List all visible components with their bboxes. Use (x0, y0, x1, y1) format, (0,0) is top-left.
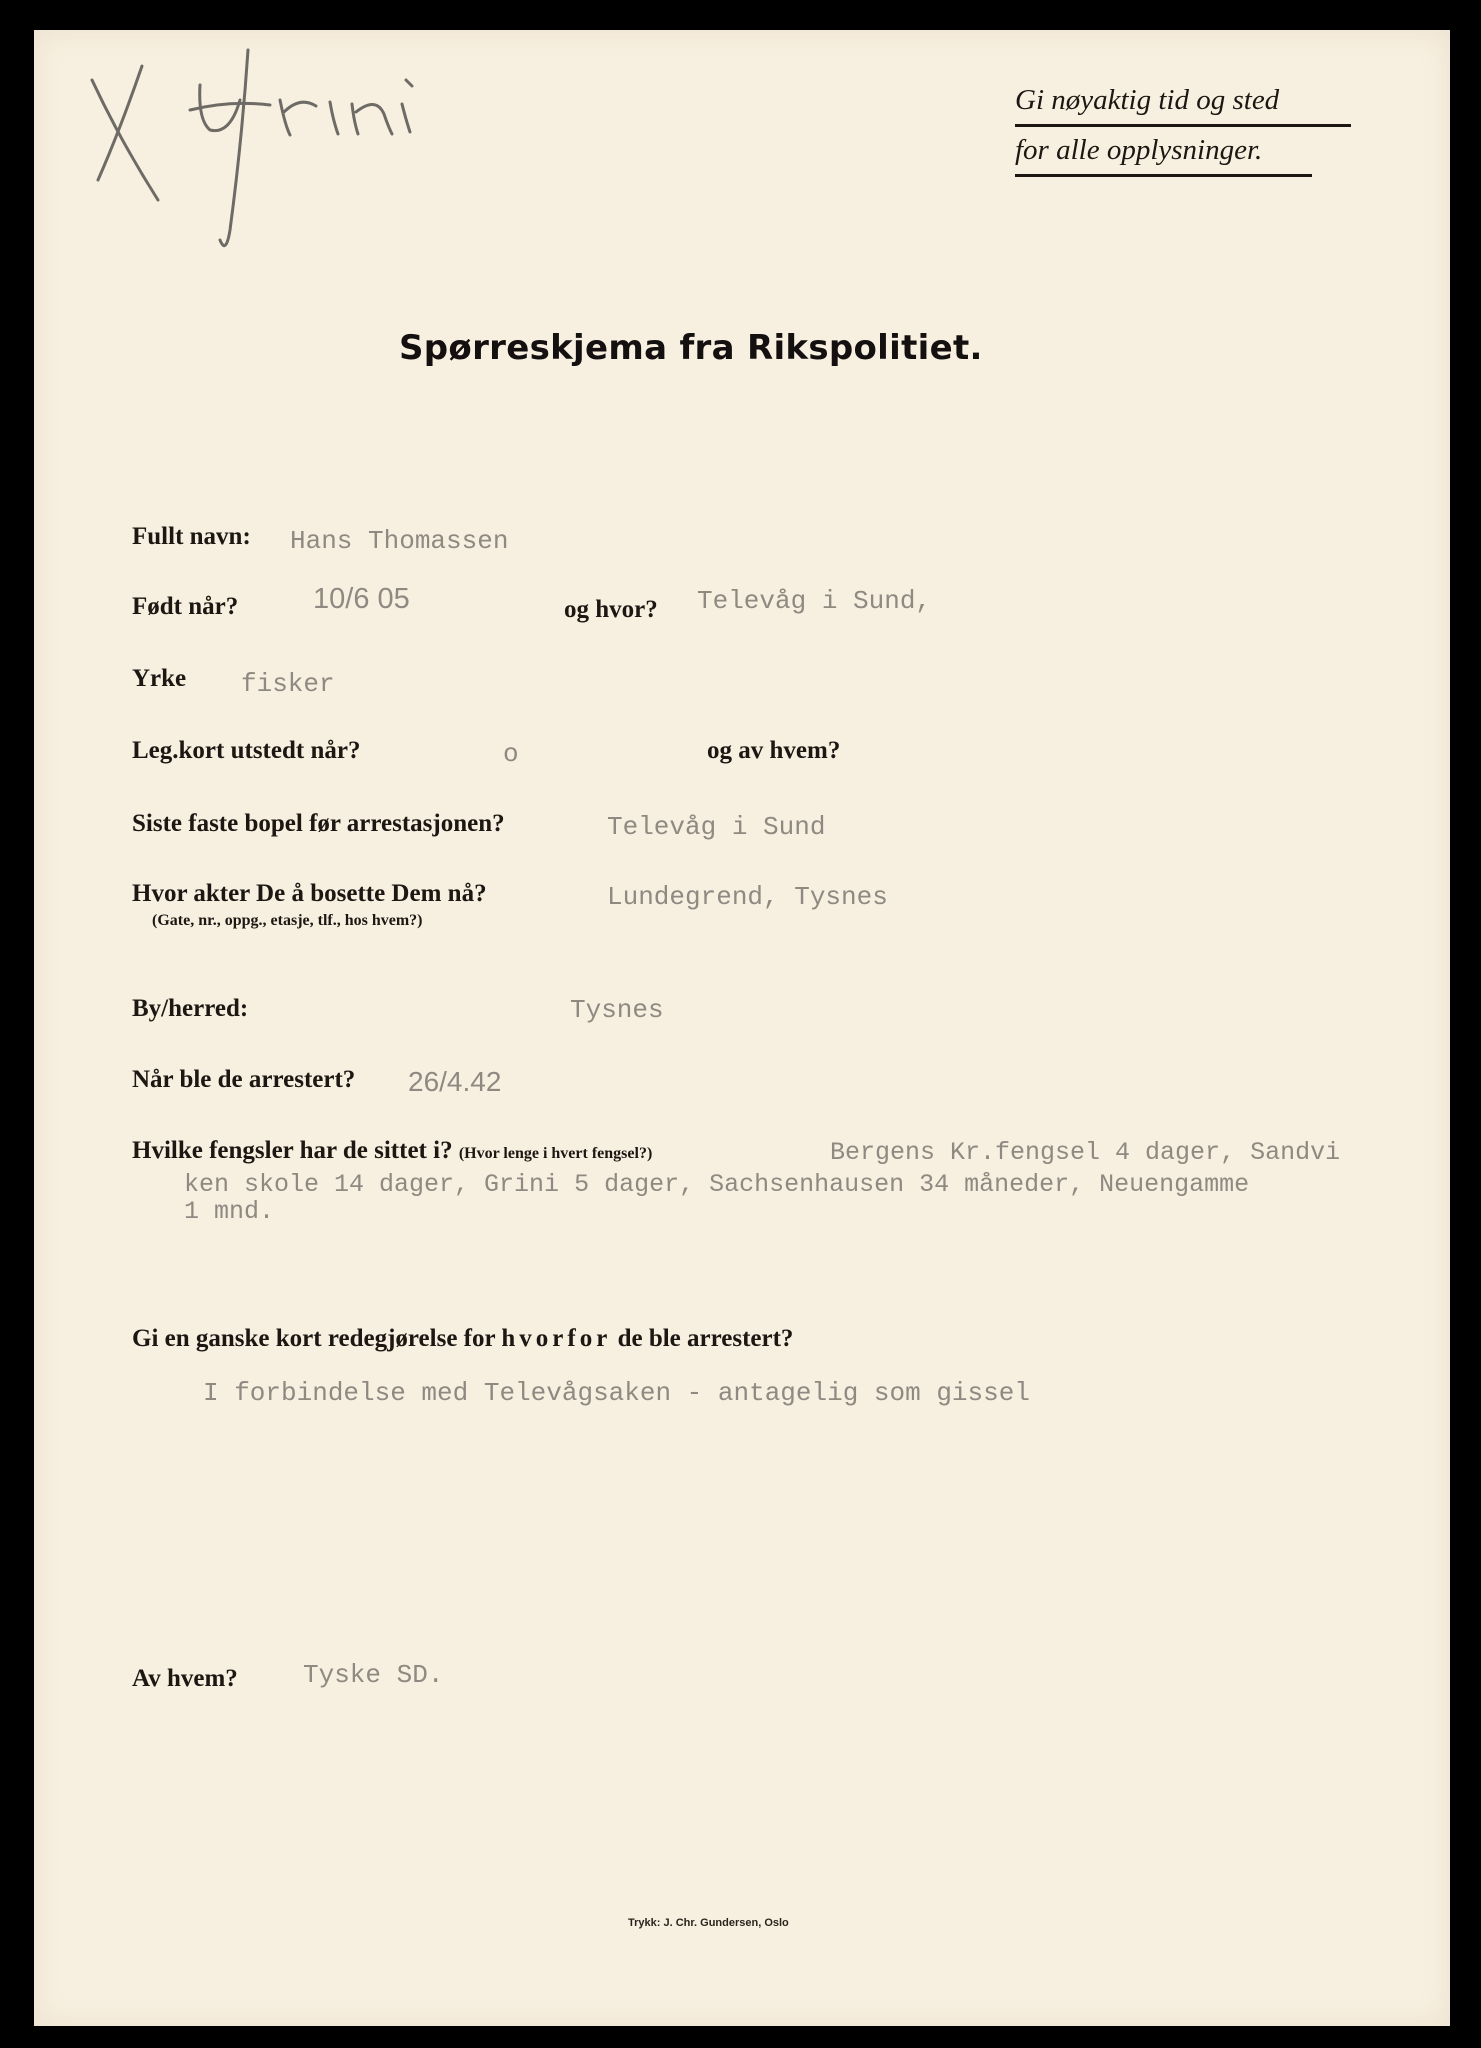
last-residence-value: Televåg i Sund (607, 812, 826, 842)
prisons-value-line-2: ken skole 14 dager, Grini 5 dager, Sachsenhausen 34 måneder, Neuengamme (184, 1170, 1250, 1199)
instruction-line-1: Gi nøyaktig tid og sted (1015, 84, 1280, 116)
reason-label-emphasis: hvorfor (501, 1325, 612, 1352)
occupation-label: Yrke (132, 665, 187, 692)
born-where-label: og hvor? (564, 596, 658, 623)
settle-label: Hvor akter De å bosette Dem nå? (132, 880, 487, 907)
occupation-value: fisker (241, 669, 335, 699)
reason-label-pre: Gi en ganske kort redegjørelse for (132, 1325, 496, 1352)
born-where-value: Televåg i Sund, (697, 586, 932, 616)
reason-label (132, 1325, 793, 1353)
form-title: Spørreskjema fra Rikspolitiet. (399, 328, 983, 368)
id-by-label: og av hvem? (707, 737, 841, 764)
municipality-value: Tysnes (570, 995, 664, 1025)
by-whom-value: Tyske SD. (303, 1660, 444, 1690)
prisons-question: Hvilke fengsler har de sittet i? (132, 1137, 453, 1164)
last-residence-label: Siste faste bopel før arrestasjonen? (132, 810, 505, 837)
born-when-value: 10/6 05 (313, 583, 410, 615)
instruction-underline-1 (1015, 124, 1351, 127)
arrested-when-value: 26/4.42 (408, 1066, 502, 1097)
reason-label-post: de ble arrestert? (617, 1325, 794, 1352)
settle-value: Lundegrend, Tysnes (607, 882, 888, 912)
municipality-label: By/herred: (132, 995, 249, 1022)
prisons-hint: (Hvor lenge i hvert fengsel?) (458, 1145, 653, 1162)
name-label: Fullt navn: (132, 523, 251, 550)
instruction-underline-2 (1015, 174, 1312, 177)
name-value: Hans Thomassen (290, 526, 509, 556)
id-issued-label: Leg.kort utstedt når? (132, 737, 361, 764)
printer-imprint: Trykk: J. Chr. Gundersen, Oslo (628, 1917, 789, 1929)
instruction-line-2: for alle opplysninger. (1015, 134, 1263, 166)
settle-hint: (Gate, nr., oppg., etasje, tlf., hos hvem?) (152, 912, 423, 929)
prisons-label (132, 1137, 652, 1165)
prisons-value-line-1: Bergens Kr.fengsel 4 dager, Sandvi (830, 1138, 1341, 1167)
prisons-value-line-3: 1 mnd. (184, 1197, 275, 1226)
born-when-label: Født når? (132, 593, 239, 620)
arrested-when-label: Når ble de arrestert? (132, 1066, 356, 1093)
reason-value: I forbindelse med Televågsaken - antagelig som gissel (203, 1378, 1030, 1408)
handwritten-note (80, 30, 500, 270)
id-issued-value: o (503, 739, 519, 769)
by-whom-label: Av hvem? (132, 1665, 238, 1692)
